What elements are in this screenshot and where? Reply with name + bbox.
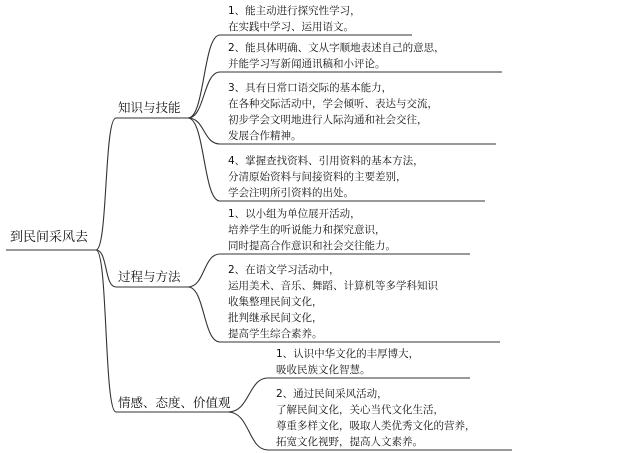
connector-root-knowledge	[96, 118, 116, 250]
leaf-process-2	[228, 262, 438, 342]
leaf-line: 尊重多样文化，吸取人类优秀文化的营养，	[276, 420, 476, 432]
leaf-line: 培养学生的听说能力和探究意识，	[228, 224, 386, 236]
leaf-knowledge-1	[228, 3, 361, 35]
leaf-emotion-1	[276, 346, 419, 378]
leaf-knowledge-2	[228, 40, 445, 72]
connector-process-leaf1	[188, 254, 220, 287]
leaf-line: 同时提高合作意识和社会交往能力。	[228, 240, 396, 252]
leaf-line: 发展合作精神。	[228, 130, 302, 142]
leaf-line: 运用美术、音乐、舞蹈、计算机等多学科知识	[228, 280, 438, 292]
leaf-line: 2、在语文学习活动中，	[228, 264, 340, 276]
branch-process-methods: 过程与方法	[118, 269, 181, 284]
branch-knowledge-skills: 知识与技能	[118, 100, 181, 115]
leaf-knowledge-3	[228, 80, 438, 144]
connector-emotion-leaf1	[228, 378, 268, 412]
leaf-line: 了解民间文化，关心当代文化生活，	[276, 404, 444, 416]
leaf-line: 1、能主动进行探究性学习，	[228, 5, 361, 17]
leaf-line: 提高学生综合素养。	[228, 328, 323, 340]
connector-knowledge-leaf3	[188, 118, 220, 144]
connector-knowledge-leaf1	[188, 35, 220, 118]
leaf-line: 收集整理民间文化，	[228, 296, 323, 308]
connector-process-leaf2	[188, 287, 220, 342]
leaf-line: 拓宽文化视野，提高人文素养。	[276, 436, 423, 448]
leaf-line: 2、能具体明确、文从字顺地表述自己的意思，	[228, 42, 445, 54]
leaf-line: 分清原始资料与间接资料的主要差别，	[228, 171, 407, 183]
leaf-knowledge-4	[228, 153, 424, 201]
leaf-line: 4、掌握查找资料、引用资料的基本方法，	[228, 155, 424, 167]
leaf-line: 1、以小组为单位展开活动，	[228, 208, 361, 220]
leaf-line: 在实践中学习、运用语文。	[228, 21, 354, 33]
leaf-emotion-2	[276, 386, 476, 450]
leaf-line: 学会注明所引资料的出处。	[228, 187, 354, 199]
leaf-line: 3、具有日常口语交际的基本能力，	[228, 82, 393, 94]
leaf-line: 初步学会文明地进行人际沟通和社会交往，	[228, 114, 428, 126]
leaf-line: 在各种交际活动中，学会倾听、表达与交流，	[228, 98, 438, 110]
leaf-line: 1、认识中华文化的丰厚博大，	[276, 348, 420, 360]
leaf-line: 并能学习写新闻通讯稿和小评论。	[228, 58, 386, 70]
branch-emotion-attitude-values: 情感、态度、价值观	[118, 395, 231, 410]
leaf-line: 批判继承民间文化，	[228, 312, 323, 324]
root-topic: 到民间采风去	[9, 230, 88, 245]
leaf-process-1	[228, 206, 396, 254]
leaf-line: 吸收民族文化智慧。	[276, 364, 371, 376]
connector-root-emotion	[96, 250, 116, 412]
leaf-line: 2、通过民间采风活动，	[276, 388, 388, 400]
connector-emotion-leaf2	[228, 412, 268, 450]
